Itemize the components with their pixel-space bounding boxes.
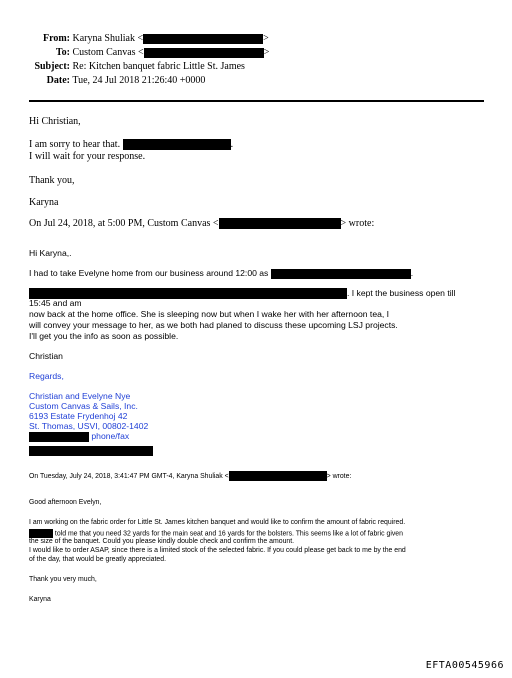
date-value: Tue, 24 Jul 2018 21:26:40 +0000	[72, 75, 206, 86]
christian-line-a	[29, 268, 413, 279]
signature-address-line2: St. Thomas, USVI, 00802-1402	[29, 421, 149, 431]
to-row	[0, 47, 269, 58]
reply-thanks: Thank you,	[29, 175, 75, 186]
signature-redacted-row	[29, 442, 153, 460]
date-label: Date:	[46, 75, 70, 86]
christian-line-e: will convey your message to her, as we both had planed to discuss these upcoming LSJ projects.	[29, 320, 398, 330]
signature-phone-row	[29, 431, 129, 442]
reply-greeting: Hi Christian,	[29, 116, 81, 127]
signature-phone-label: phone/fax	[91, 431, 130, 441]
christian-line-b-text: . I kept the business open till	[347, 288, 456, 298]
reply-line1	[29, 139, 233, 150]
redaction-block	[219, 218, 341, 229]
christian-greeting: Hi Karyna,.	[29, 248, 72, 258]
signature-names: Christian and Evelyne Nye	[29, 391, 131, 401]
christian-line-c: 15:45 and am	[29, 298, 82, 308]
subject-row	[0, 61, 245, 72]
to-label: To:	[55, 47, 70, 58]
quote-intro	[29, 218, 374, 229]
signature-address-line1: 6193 Estate Frydenhoj 42	[29, 411, 128, 421]
bates-number: EFTA00545966	[425, 660, 504, 671]
original-line4: I would like to order ASAP, since there is a limited stock of the selected fabric. If you could please get back to me by the end	[29, 547, 406, 554]
bracket: >	[263, 47, 270, 58]
reply-signature: Karyna	[29, 197, 59, 208]
subject-value: Re: Kitchen banquet fabric Little St. James	[72, 61, 245, 72]
redaction-block	[29, 446, 153, 456]
original-intro	[29, 471, 351, 481]
from-value: Karyna Shuliak <	[72, 33, 144, 44]
original-intro-text: On Tuesday, July 24, 2018, 3:41:47 PM GMT-4, Karyna Shuliak <	[29, 472, 229, 480]
christian-line-a-text: I had to take Evelyne home from our business around 12:00 as	[29, 268, 269, 278]
punctuation: .	[410, 268, 414, 278]
redaction-block	[123, 139, 231, 150]
subject-label: Subject:	[34, 61, 70, 72]
quote-intro-text: On Jul 24, 2018, at 5:00 PM, Custom Canvas <	[29, 218, 219, 229]
bracket: >	[263, 33, 269, 44]
redaction-block	[271, 268, 414, 279]
christian-line-f: I'll get you the info as soon as possible.	[29, 331, 179, 341]
original-line1: I am working on the fabric order for Little St. James kitchen banquet and would like to confirm the amount of fabric required.	[29, 519, 406, 526]
original-intro-end: > wrote:	[326, 472, 352, 480]
original-line3: the size of the banquet. Could you please kindly double check and confirm the amount.	[29, 538, 295, 545]
from-row	[0, 33, 269, 44]
original-signature: Karyna	[29, 596, 51, 603]
redaction-block	[229, 471, 327, 481]
redaction-block	[143, 34, 263, 44]
quote-intro-end: > wrote:	[340, 218, 375, 229]
regards-text: Regards,	[29, 371, 64, 381]
from-label: From:	[42, 33, 70, 44]
reply-line2: I will wait for your response.	[29, 151, 146, 162]
to-value: Custom Canvas <	[72, 47, 144, 58]
original-thanks: Thank you very much,	[29, 576, 97, 583]
reply-line1-text: I am sorry to hear that.	[29, 139, 121, 150]
header-divider	[29, 100, 484, 102]
date-row	[0, 75, 205, 86]
original-line5: of the day, that would be greatly appreciated.	[29, 556, 167, 563]
punctuation: .	[230, 139, 234, 150]
redaction-block	[29, 529, 53, 538]
original-greeting: Good afternoon Evelyn,	[29, 499, 102, 506]
redaction-block	[144, 48, 264, 58]
signature-company: Custom Canvas & Sails, Inc.	[29, 401, 138, 411]
original-line2	[29, 529, 403, 538]
original-line2-text: told me that you need 32 yards for the main seat and 16 yards for the bolsters. This seems like a lot of fabric given	[54, 530, 403, 538]
christian-line-d: now back at the home office. She is sleeping now but when I wake her with her afternoon tea, I	[29, 309, 390, 319]
christian-signature: Christian	[29, 351, 63, 361]
christian-line-b	[29, 288, 455, 299]
redaction-block	[29, 432, 89, 442]
